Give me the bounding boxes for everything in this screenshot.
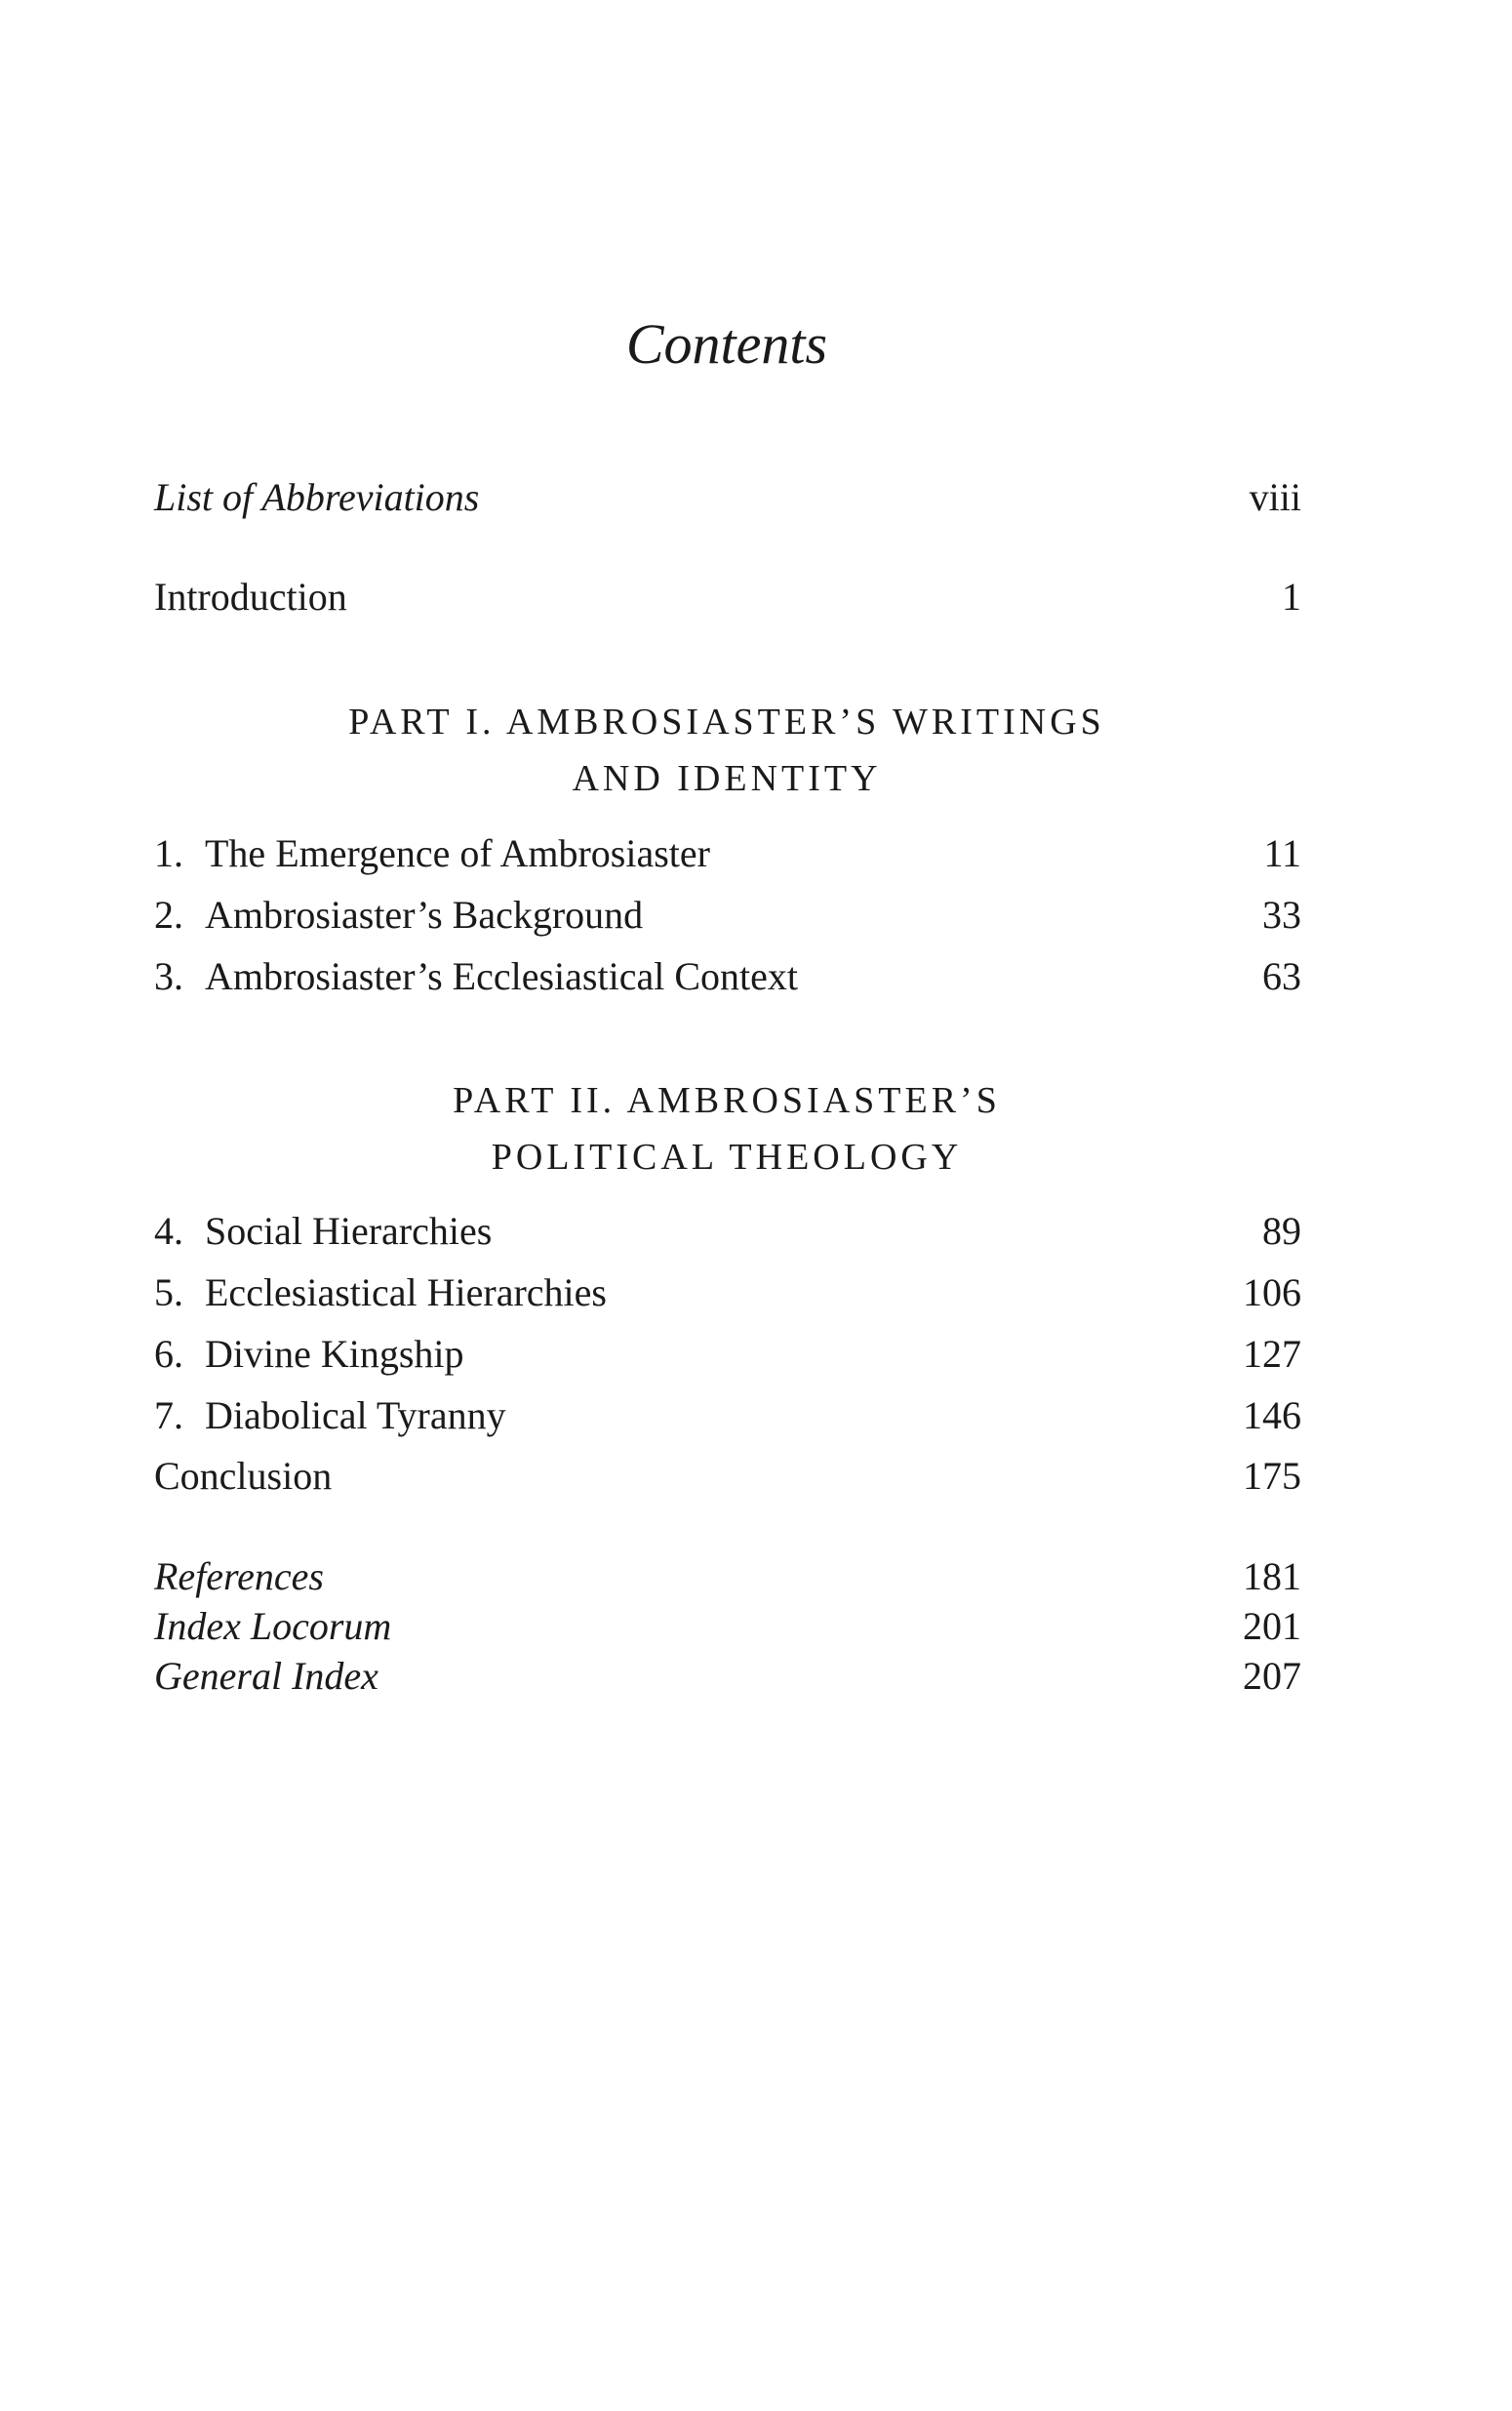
toc-entry-chapter-5[interactable]	[154, 1266, 1301, 1319]
toc-entry-label: Ecclesiastical Hierarchies	[205, 1270, 607, 1314]
chapter-number: 1.	[154, 831, 183, 875]
toc-entry-label: Ambrosiaster’s Background	[205, 893, 644, 937]
toc-entry-page: viii	[1249, 475, 1301, 519]
toc-entry-label: Social Hierarchies	[205, 1209, 493, 1253]
toc-entry-label: List of Abbreviations	[154, 475, 480, 519]
toc-entry-page: 146	[1243, 1393, 1301, 1437]
toc-entry-page: 181	[1243, 1554, 1301, 1598]
page-title: Contents	[625, 312, 828, 376]
toc-entry-conclusion[interactable]	[154, 1450, 1301, 1503]
toc-entry-page: 11	[1263, 831, 1301, 875]
toc-entry-chapter-3[interactable]	[154, 950, 1301, 1003]
toc-entry-page: 127	[1243, 1332, 1301, 1376]
toc-entry-page: 63	[1262, 954, 1301, 998]
toc-entry-chapter-1[interactable]	[154, 827, 1301, 880]
toc-entry-label: Conclusion	[154, 1454, 333, 1498]
toc-entry-label: Diabolical Tyranny	[205, 1393, 506, 1437]
chapter-number: 3.	[154, 954, 183, 998]
chapter-number: 4.	[154, 1209, 183, 1253]
toc-entry-label: Index Locorum	[154, 1604, 392, 1648]
toc-entry-page: 89	[1262, 1209, 1301, 1253]
toc-entry-page: 175	[1243, 1454, 1301, 1498]
toc-entry-index-locorum[interactable]	[154, 1600, 1301, 1653]
toc-entry-page: 207	[1243, 1654, 1301, 1698]
toc-entry-chapter-4[interactable]	[154, 1205, 1301, 1258]
toc-entry-abbreviations[interactable]	[154, 471, 1301, 524]
part1-heading-line2: AND IDENTITY	[572, 758, 882, 799]
toc-entry-general-index[interactable]	[154, 1650, 1301, 1703]
part1-heading-line1: PART I. AMBROSIASTER’S WRITINGS	[348, 702, 1105, 743]
toc-entry-chapter-7[interactable]	[154, 1389, 1301, 1442]
part2-heading-line1: PART II. AMBROSIASTER’S	[453, 1080, 1001, 1121]
part2-heading-line2: POLITICAL THEOLOGY	[491, 1137, 963, 1178]
toc-entry-label: References	[154, 1554, 324, 1598]
toc-entry-label: General Index	[154, 1654, 378, 1698]
toc-entry-page: 106	[1243, 1270, 1301, 1314]
toc-entry-chapter-2[interactable]	[154, 889, 1301, 942]
toc-entry-references[interactable]	[154, 1550, 1301, 1603]
toc-entry-page: 33	[1262, 893, 1301, 937]
toc-entry-page: 201	[1243, 1604, 1301, 1648]
toc-entry-label: Ambrosiaster’s Ecclesiastical Context	[205, 954, 798, 998]
chapter-number: 7.	[154, 1393, 183, 1437]
toc-entry-label: Divine Kingship	[205, 1332, 464, 1376]
chapter-number: 6.	[154, 1332, 183, 1376]
chapter-number: 2.	[154, 893, 183, 937]
toc-entry-chapter-6[interactable]	[154, 1328, 1301, 1381]
toc-entry-label: Introduction	[154, 575, 347, 619]
chapter-number: 5.	[154, 1270, 183, 1314]
toc-entry-introduction[interactable]	[154, 571, 1301, 623]
toc-entry-label: The Emergence of Ambrosiaster	[205, 831, 710, 875]
toc-entry-page: 1	[1282, 575, 1301, 619]
